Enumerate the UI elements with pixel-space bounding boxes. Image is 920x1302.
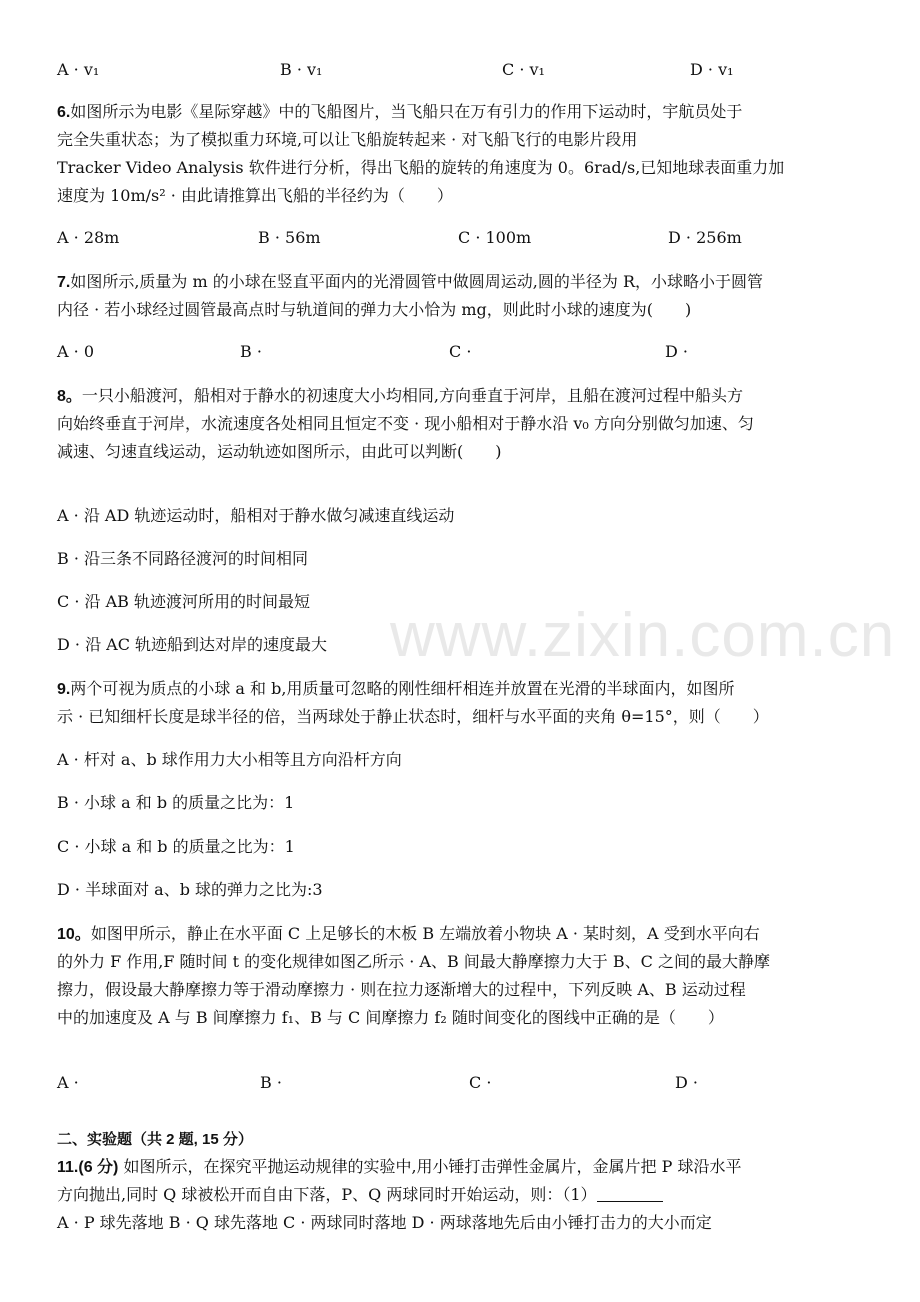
q7-text-1: 如图所示,质量为 m 的小球在竖直平面内的光滑圆管中做圆周运动,圆的半径为 R，小球略小于圆管 <box>70 272 763 291</box>
q8-option-a: A · 沿 AD 轨迹运动时，船相对于静水做匀减速直线运动 <box>57 506 455 525</box>
q9-line-2: 示 · 已知细杆长度是球半径的倍，当两球处于静止状态时，细杆与水平面的夹角 θ=15°，则（ ） <box>57 707 769 726</box>
watermark: www.zixin.com.cn <box>390 601 896 670</box>
q8-option-d: D · 沿 AC 轨迹船到达对岸的速度最大 <box>57 635 328 654</box>
q6-number: 6. <box>57 104 71 121</box>
q8-number: 8。 <box>57 388 82 405</box>
q10-option-d: D · <box>675 1073 698 1092</box>
q7-line-1 <box>57 272 763 293</box>
q11-line-2 <box>57 1185 663 1205</box>
q8-line-3: 减速、匀速直线运动，运动轨迹如图所示，由此可以判断( ) <box>57 442 502 461</box>
section-heading: 二、实验题（共 2 题, 15 分） <box>57 1131 253 1148</box>
q11-line-1 <box>57 1157 742 1178</box>
q7-line-2: 内径 · 若小球经过圆管最高点时与轨道间的弹力大小恰为 mg，则此时小球的速度为( ) <box>57 300 692 319</box>
q9-line-1 <box>57 679 734 700</box>
q6-line-3: Tracker Video Analysis 软件进行分析，得出飞船的旋转的角速度为 0。6rad/s,已知地球表面重力加 <box>57 158 785 177</box>
q9-option-c: C · 小球 a 和 b 的质量之比为：1 <box>57 837 295 856</box>
q9-option-b: B · 小球 a 和 b 的质量之比为：1 <box>57 793 295 812</box>
q9-option-a: A · 杆对 a、b 球作用力大小相等且方向沿杆方向 <box>57 750 402 769</box>
q11-line-3: A · P 球先落地 B · Q 球先落地 C · 两球同时落地 D · 两球落地先后由小锤打击力的大小而定 <box>57 1213 712 1232</box>
q10-line-4: 中的加速度及 A 与 B 间摩擦力 f₁、B 与 C 间摩擦力 f₂ 随时间变化的图线中正确的是（ ） <box>57 1008 724 1027</box>
q11-text-1: 如图所示，在探究平抛运动规律的实验中,用小锤打击弹性金属片，金属片把 P 球沿水平 <box>118 1157 742 1176</box>
q10-option-c: C · <box>469 1073 492 1092</box>
q5-option-d: D · v₁ <box>690 60 734 79</box>
q10-line-1 <box>57 924 760 945</box>
q10-option-b: B · <box>260 1073 282 1092</box>
q6-option-c: C · 100m <box>458 228 532 247</box>
q7-option-d: D · <box>665 342 688 361</box>
q11-text-2: 方向抛出,同时 Q 球被松开而自由下落，P、Q 两球同时开始运动，则：（1） <box>57 1185 597 1204</box>
q5-option-c: C · v₁ <box>502 60 545 79</box>
q6-line-1 <box>57 102 742 123</box>
q6-option-a: A · 28m <box>57 228 120 247</box>
q6-option-d: D · 256m <box>668 228 742 247</box>
q10-text-1: 如图甲所示，静止在水平面 C 上足够长的木板 B 左端放着小物块 A · 某时刻，A 受到水平向右 <box>90 924 760 943</box>
q6-line-2: 完全失重状态；为了模拟重力环境,可以让飞船旋转起来 · 对飞船飞行的电影片段用 <box>57 130 638 149</box>
q8-line-1 <box>57 386 743 407</box>
q8-option-b: B · 沿三条不同路径渡河的时间相同 <box>57 549 309 568</box>
q9-text-1: 两个可视为质点的小球 a 和 b,用质量可忽略的刚性细杆相连并放置在光滑的半球面内，如图所 <box>70 679 735 698</box>
q10-line-3: 擦力，假设最大静摩擦力等于滑动摩擦力 · 则在拉力逐渐增大的过程中，下列反映 A、B 运动过程 <box>57 980 746 999</box>
q11-score: (6 分) <box>78 1159 119 1176</box>
q5-option-b: B · v₁ <box>280 60 323 79</box>
answer-blank[interactable] <box>597 1185 663 1202</box>
q5-option-a: A · v₁ <box>57 60 100 79</box>
q9-number: 9. <box>57 681 71 698</box>
q7-number: 7. <box>57 274 71 291</box>
q8-line-2: 向始终垂直于河岸，水流速度各处相同且恒定不变 · 现小船相对于静水沿 v₀ 方向分别做匀加速、匀 <box>57 414 754 433</box>
q8-text-1: 一只小船渡河，船相对于静水的初速度大小均相同,方向垂直于河岸，且船在渡河过程中船头方 <box>81 386 743 405</box>
q10-option-a: A · <box>57 1073 79 1092</box>
q6-line-4: 速度为 10m/s² · 由此请推算出飞船的半径约为（ ） <box>57 186 453 205</box>
q11-number: 11. <box>57 1159 79 1176</box>
q7-option-b: B · <box>240 342 262 361</box>
q10-line-2: 的外力 F 作用,F 随时间 t 的变化规律如图乙所示 · A、B 间最大静摩擦力大于 B、C 之间的最大静摩 <box>57 952 770 971</box>
q10-number: 10。 <box>57 926 91 943</box>
q7-option-c: C · <box>449 342 472 361</box>
q9-option-d: D · 半球面对 a、b 球的弹力之比为:3 <box>57 880 323 899</box>
q6-option-b: B · 56m <box>258 228 321 247</box>
q6-text-1: 如图所示为电影《星际穿越》中的飞船图片，当飞船只在万有引力的作用下运动时，宇航员处于 <box>70 102 743 121</box>
q8-option-c: C · 沿 AB 轨迹渡河所用的时间最短 <box>57 592 310 611</box>
q7-option-a: A · 0 <box>57 342 94 361</box>
